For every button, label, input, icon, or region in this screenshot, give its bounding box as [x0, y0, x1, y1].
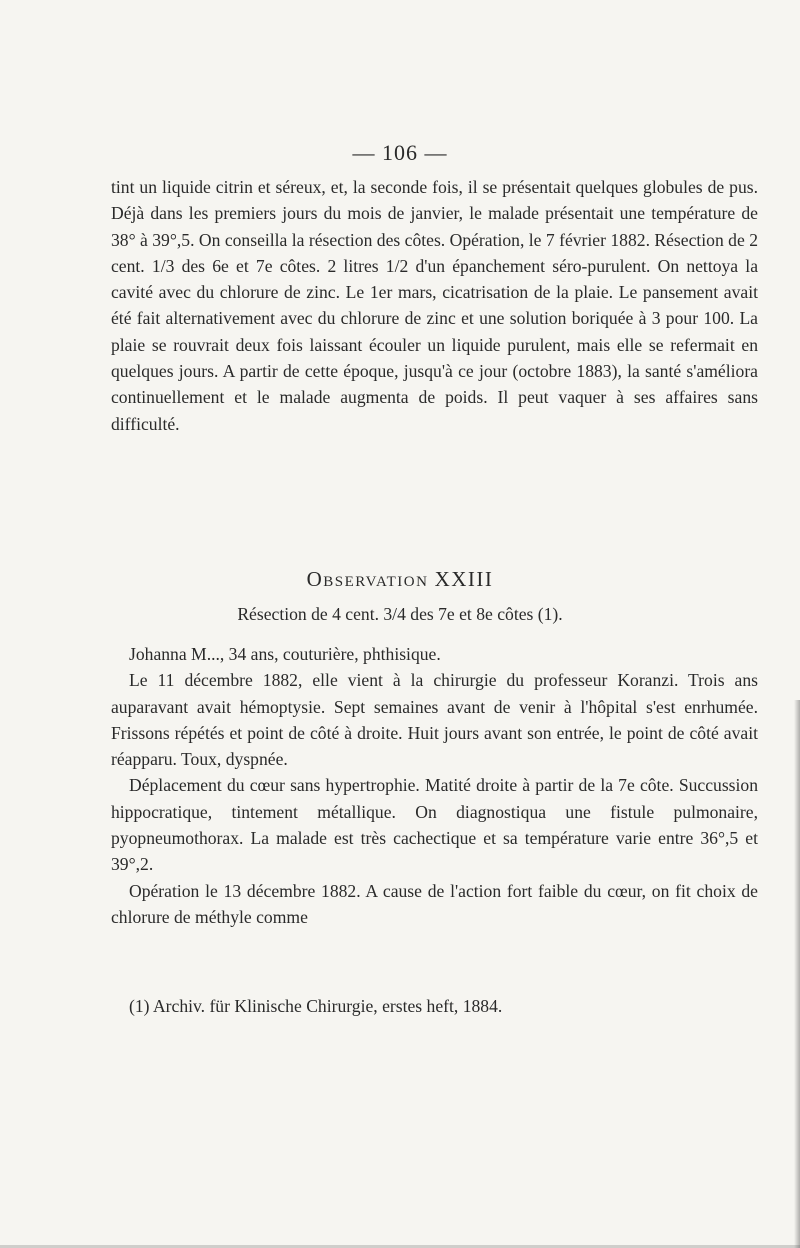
observation-title: [0, 567, 800, 592]
observation-title-word: BSERVATION: [323, 574, 429, 590]
observation-title-initial: O: [306, 567, 324, 591]
page-edge-shadow: [794, 700, 800, 1248]
observation-paragraph: Johanna M..., 34 ans, couturière, phthisique.: [129, 644, 441, 664]
observation-paragraph: Déplacement du cœur sans hypertrophie. Matité droite à partir de la 7e côte. Succussion hippocratique, tintement métallique. On diagnostiqua une fistule pulmonaire, pyopneumothorax. La malade est très cachectique et sa température varie entre 36°,5 et 39°,2.: [111, 775, 758, 875]
observation-paragraph: Opération le 13 décembre 1882. A cause de l'action fort faible du cœur, on fit choix de chlorure de méthyle comme: [111, 880, 758, 927]
body-paragraph: tint un liquide citrin et séreux, et, la seconde fois, il se présentait quelques globules de pus. Déjà dans les premiers jours du mois de janvier, le malade présentait une température de 38° à 39°,5. On conseilla la résection des côtes. Opération, le 7 février 1882. Résection de 2 cent. 1/3 des 6e et 7e côtes. 2 litres 1/2 d'un épanchement séro-purulent. On nettoya la cavité avec du chlorure de zinc. Le 1er mars, cicatrisation de la plaie. Le pansement avait été fait alternativement avec du chlorure de zinc et une solution boriquée à 3 pour 100. La plaie se rouvrait deux fois laissant écouler un liquide purulent, mais elle se refermait en quelques jours. A partir de cette époque, jusqu'à ce jour (octobre 1883), la santé s'améliora continuellement et le malade augmenta de poids. Il peut vaquer à ses affaires sans difficulté.: [111, 177, 758, 434]
observation-number: XXIII: [434, 567, 494, 591]
footnote: (1) Archiv. für Klinische Chirurgie, erstes heft, 1884.: [129, 996, 503, 1016]
observation-subtitle: Résection de 4 cent. 3/4 des 7e et 8e côtes (1).: [237, 604, 563, 624]
observation-paragraph: Le 11 décembre 1882, elle vient à la chirurgie du professeur Koranzi. Trois ans auparavant avait hémoptysie. Sept semaines avant de venir à l'hôpital s'est enrhumée. Frissons répétés et point de côté à droite. Huit jours avant son entrée, le point de côté avait réapparu. Toux, dyspnée.: [111, 670, 758, 770]
observation-text: [111, 641, 758, 930]
body-text: [111, 174, 758, 437]
page-number: — 106 —: [352, 140, 448, 165]
